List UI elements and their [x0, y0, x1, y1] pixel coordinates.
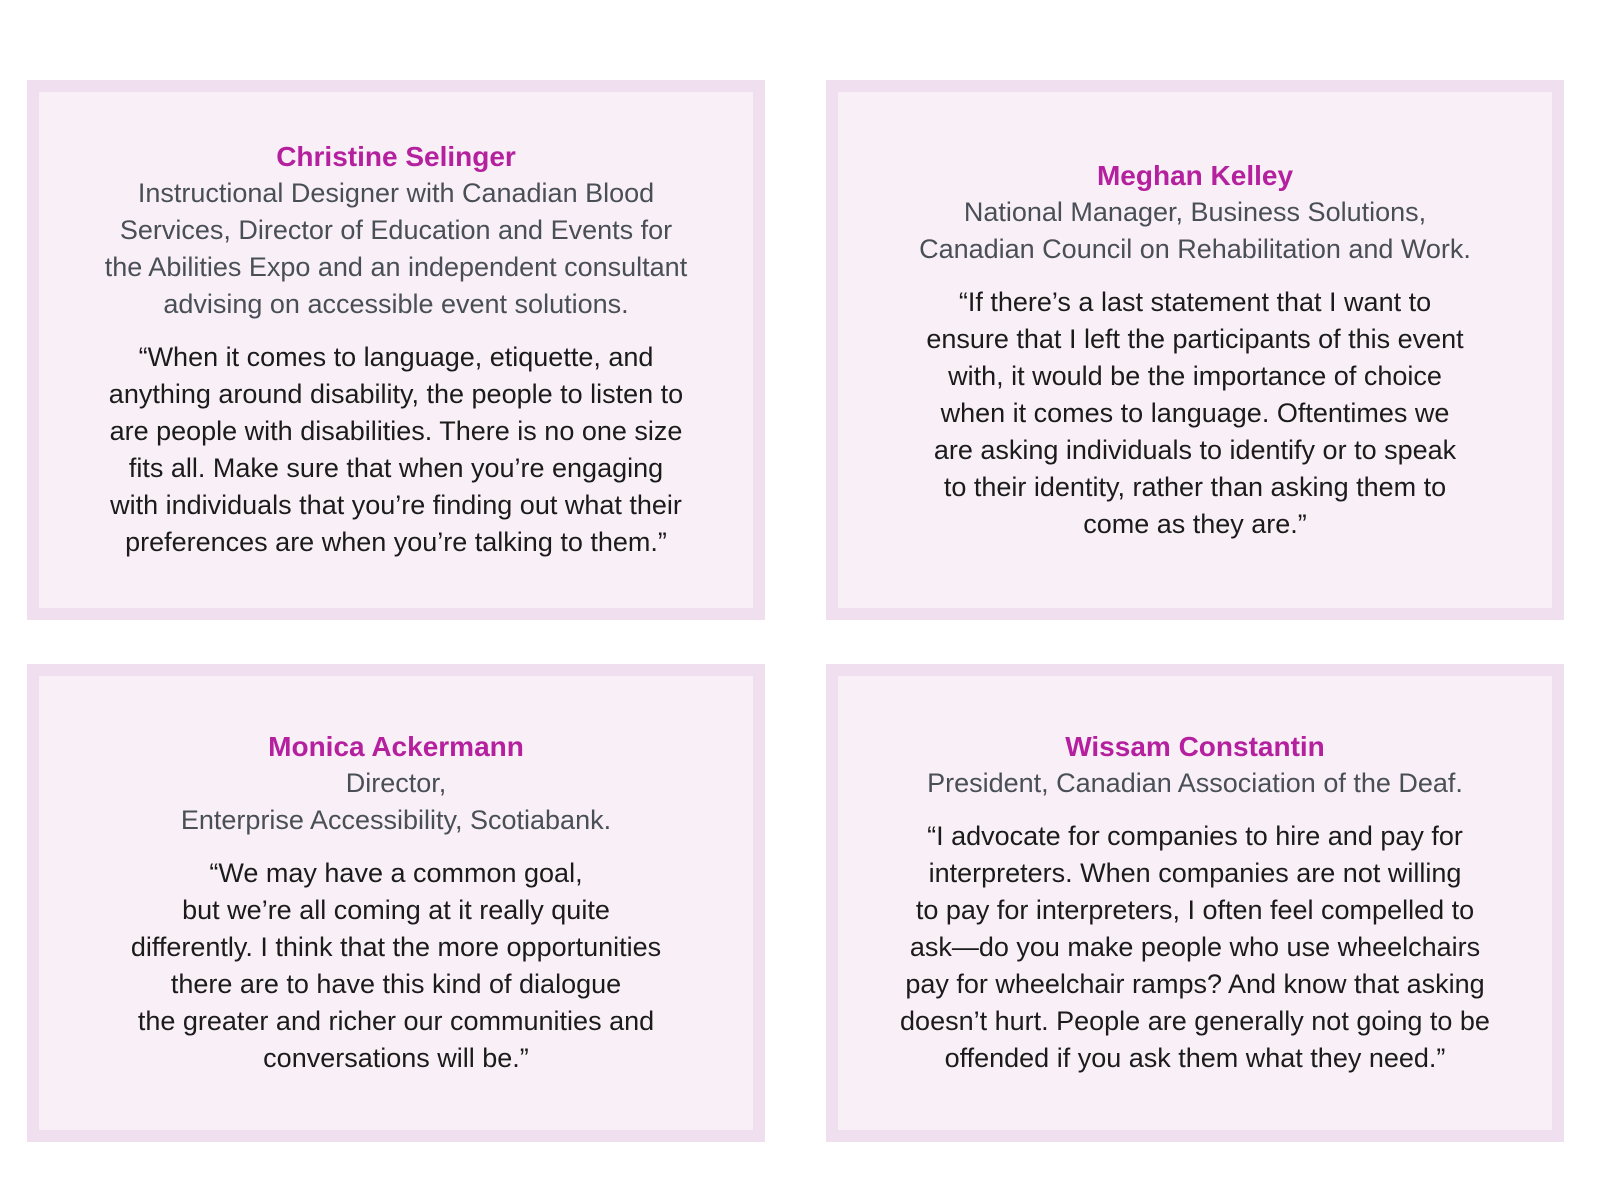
testimonial-card-monica-ackermann: [27, 664, 765, 1142]
role-line: Services, Director of Education and Events for: [119, 215, 673, 245]
quote-line: differently. I think that the more opportunities: [130, 932, 662, 962]
testimonial-card-body: [838, 676, 1552, 1130]
speaker-role: [105, 175, 687, 323]
quote-line: preferences are when you’re talking to them.”: [125, 527, 667, 557]
speaker-quote: [109, 339, 683, 561]
speaker-role: [919, 194, 1471, 268]
speaker-name: Monica Ackermann: [268, 731, 524, 762]
quote-line: are asking individuals to identify or to speak: [933, 434, 1457, 465]
quote-line: “When it comes to language, etiquette, and: [138, 342, 654, 372]
role-line: Enterprise Accessibility, Scotiabank.: [180, 805, 612, 835]
quote-line: with, it would be the importance of choice: [948, 360, 1442, 391]
quote-line: doesn’t hurt. People are generally not going to be: [900, 1006, 1490, 1036]
testimonial-card-body: [39, 92, 753, 608]
quote-line: ask—do you make people who use wheelchairs: [909, 932, 1481, 962]
quote-line: offended if you ask them what they need.”: [944, 1043, 1446, 1073]
quote-line: the greater and richer our communities and: [137, 1006, 655, 1036]
quote-line: to pay for interpreters, I often feel compelled to: [915, 895, 1475, 925]
speaker-role: [181, 765, 611, 839]
speaker-name: Meghan Kelley: [1096, 159, 1294, 191]
testimonial-card-body: [838, 92, 1552, 608]
quote-line: when it comes to language. Oftentimes we: [940, 397, 1450, 428]
testimonial-card-wissam-constantin: [826, 664, 1564, 1142]
quote-line: ensure that I left the participants of this event: [926, 323, 1464, 354]
quote-line: there are to have this kind of dialogue: [170, 969, 622, 999]
quote-line: “If there’s a last statement that I want to: [958, 286, 1432, 317]
quote-line: are people with disabilities. There is no one size: [109, 416, 683, 446]
quote-line: interpreters. When companies are not willing: [928, 858, 1462, 888]
speaker-quote: [131, 855, 661, 1077]
quote-line: with individuals that you’re finding out what their: [110, 490, 682, 520]
quote-line: come as they are.”: [1083, 508, 1307, 539]
role-line: President, Canadian Association of the Deaf.: [927, 768, 1463, 798]
quote-line: anything around disability, the people to listen to: [108, 379, 684, 409]
role-line: the Abilities Expo and an independent consultant: [104, 252, 688, 282]
speaker-role: [927, 765, 1463, 802]
quote-line: “I advocate for companies to hire and pay for: [927, 821, 1463, 851]
role-line: National Manager, Business Solutions,: [963, 196, 1427, 227]
role-line: Director,: [345, 768, 447, 798]
role-line: Canadian Council on Rehabilitation and Work.: [919, 233, 1471, 264]
role-line: advising on accessible event solutions.: [163, 289, 629, 319]
speaker-quote: [926, 284, 1463, 543]
quote-line: conversations will be.”: [263, 1043, 529, 1073]
quote-line: pay for wheelchair ramps? And know that asking: [905, 969, 1485, 999]
testimonial-card-body: [39, 676, 753, 1130]
role-line: Instructional Designer with Canadian Blood: [137, 178, 655, 208]
speaker-name: Christine Selinger: [276, 141, 516, 172]
quote-line: to their identity, rather than asking them to: [943, 471, 1447, 502]
testimonial-card-meghan-kelley: [826, 80, 1564, 620]
speaker-quote: [900, 818, 1490, 1077]
quote-line: but we’re all coming at it really quite: [182, 895, 610, 925]
quote-line: fits all. Make sure that when you’re engaging: [128, 453, 664, 483]
testimonial-card-christine-selinger: [27, 80, 765, 620]
quote-line: “We may have a common goal,: [209, 858, 583, 888]
speaker-name: Wissam Constantin: [1065, 731, 1325, 762]
